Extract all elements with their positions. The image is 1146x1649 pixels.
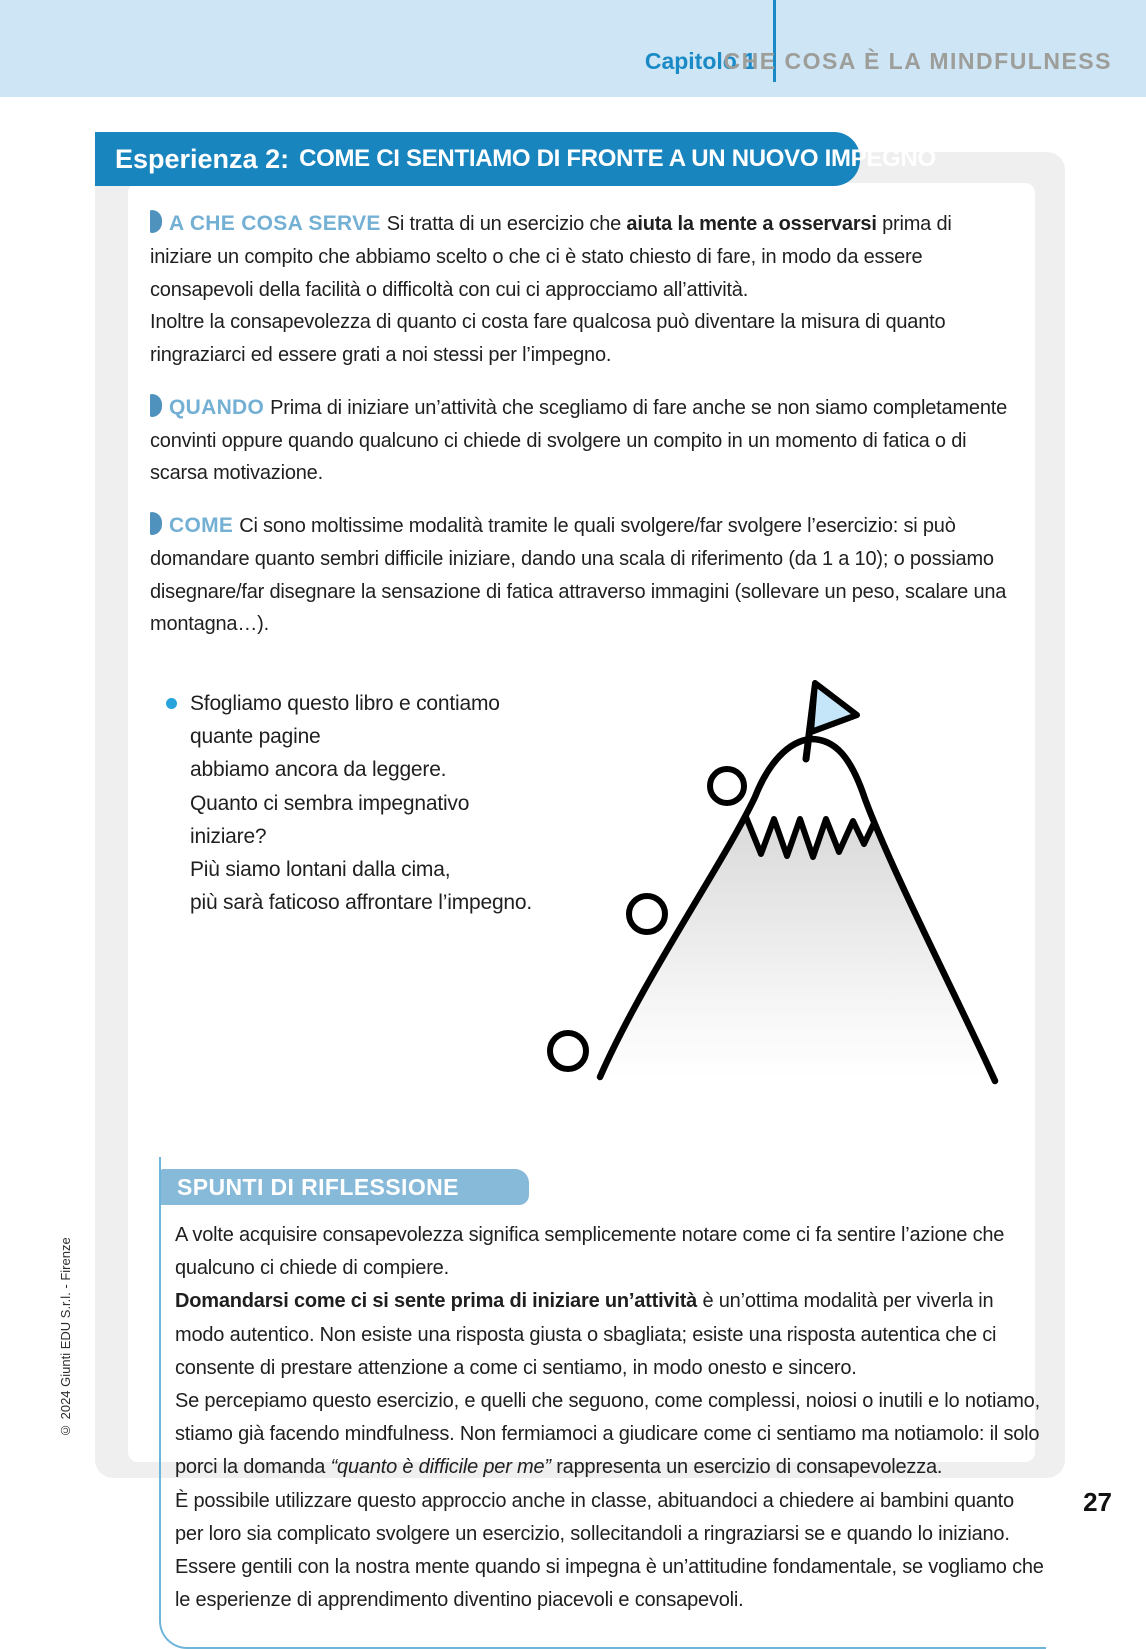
copyright-text: © 2024 Giunti EDU S.r.l. - Firenze [58, 1237, 73, 1438]
bullet-block [150, 681, 543, 1089]
section-serve-text-3: Inoltre la consapevolezza di quanto ci costa fare qualcosa può diventare la misura di quanto ringraziarci ed essere grati a noi stessi per l’impegno. [150, 311, 946, 366]
bullet-line: più sarà faticoso affrontare l’impegno. [190, 891, 533, 915]
spunti-paragraph-2-rest: è un’ottima modalità per viverla in modo autentico. Non esiste una risposta giusta o sbagliata; esiste una risposta autentica che ci consente di prestare attenzione a come ci sentiamo, in modo onesto e sincero. [175, 1290, 997, 1379]
exercise-row [150, 681, 1015, 1089]
bullet-line-text: Sfogliamo questo libro e contiamo quante pagine [190, 692, 500, 749]
experience-card [128, 183, 1044, 1612]
spunti-paragraph-1: A volte acquisire consapevolezza significa semplicemente notare come ci fa sentire l’azione che qualcuno ci chiede di compiere. [175, 1224, 1005, 1280]
spunti-paragraph-3-quote: “quanto è difficile per me” [330, 1456, 551, 1479]
spunti-paragraph-3-text: Se percepiamo questo esercizio, e quelli che seguono, come complessi, noiosi o inutili e lo notiamo, stiamo già facendo mindfulness. Non fermiamoci a giudicare come ci sentiamo ma notiamolo: il solo porci la domanda [175, 1389, 1040, 1479]
spunti-paragraph-2 [175, 1285, 1044, 1385]
mountain-illustration [543, 669, 1015, 1089]
experience-banner-title: COME CI SENTIAMO DI FRONTE A UN NUOVO IMPEGNO [299, 145, 936, 172]
bullet-line [160, 687, 543, 753]
half-circle-icon [150, 210, 162, 233]
section-quando-label: QUANDO [169, 395, 265, 419]
section-serve-bold: aiuta la mente a osservarsi [626, 213, 877, 235]
section-serve [150, 207, 1015, 372]
half-circle-icon [150, 394, 162, 417]
page-number: 27 [1083, 1487, 1112, 1517]
chapter-label: Capitolo 1 [644, 48, 756, 74]
mountain-with-flag-drawing [543, 669, 1015, 1089]
experience-banner-prefix: Esperienza 2: [115, 143, 290, 174]
flag-icon [811, 683, 857, 732]
spunti-banner [161, 1169, 529, 1205]
experience-panel [95, 152, 1065, 1612]
section-serve-text: Si tratta di un esercizio che [386, 213, 627, 235]
section-serve-label: A CHE COSA SERVE [169, 212, 381, 235]
spunti-paragraph-3-text-2: rappresenta un esercizio di consapevolezza. [550, 1456, 943, 1479]
section-serve-text-2: prima di iniziare un compito che abbiamo scelto o che ci è stato chiesto di fare, in modo da essere consapevoli della facilità o difficoltà con cui ci approcciamo all’attività. [150, 213, 952, 301]
slope-circle [710, 769, 744, 803]
half-circle-icon [150, 512, 162, 535]
spunti-title: SPUNTI DI RIFLESSIONE [177, 1173, 459, 1200]
section-come-text: Ci sono moltissime modalità tramite le quali svolgere/far svolgere l’esercizio: si può domandare quanto sembri difficile iniziare, dando una scala di riferimento (da 1 a 10); o possiamo disegnare/far disegnare la sensazione di fatica attraverso immagini (sollevare un peso, scalare una montagna…). [150, 515, 1007, 636]
spunti-paragraph-3 [175, 1385, 1044, 1485]
slope-circle [629, 896, 665, 932]
bullet-line: Più siamo lontani dalla cima, [190, 857, 451, 881]
spunti-box [159, 1157, 1046, 1649]
spunti-paragraph-2-bold: Domandarsi come ci si sente prima di iniziare un’attività [175, 1290, 698, 1313]
section-come [150, 509, 1015, 641]
spunti-paragraph-4: È possibile utilizzare questo approccio anche in classe, abituandoci a chiedere ai bambini quanto per loro sia complicato svolgere un esercizio, sollecitandoli a ringraziarsi se e quando lo iniziano. Essere gentili con la nostra mente quando si impegna è un’attitudine fondamentale, se vogliamo che le esperienze di apprendimento diventino piacevoli e consapevoli. [175, 1489, 1044, 1612]
chapter-band [0, 0, 1146, 97]
section-quando [150, 391, 1015, 490]
spunti-text [175, 1219, 1044, 1617]
chapter-title: CHE COSA È LA MINDFULNESS [723, 48, 1112, 74]
bullet-line: abbiamo ancora da leggere. [190, 758, 447, 782]
section-quando-text: Prima di iniziare un’attività che scegliamo di fare anche se non siamo completamente convinti oppure quando qualcuno ci chiede di svolgere un compito in un momento di fatica o di scarsa motivazione. [150, 396, 1008, 485]
slope-circle [550, 1033, 586, 1069]
section-come-label: COME [169, 514, 234, 537]
bullet-line: Quanto ci sembra impegnativo iniziare? [190, 791, 470, 848]
bullet-dot-icon [166, 698, 177, 709]
experience-banner [95, 132, 936, 186]
